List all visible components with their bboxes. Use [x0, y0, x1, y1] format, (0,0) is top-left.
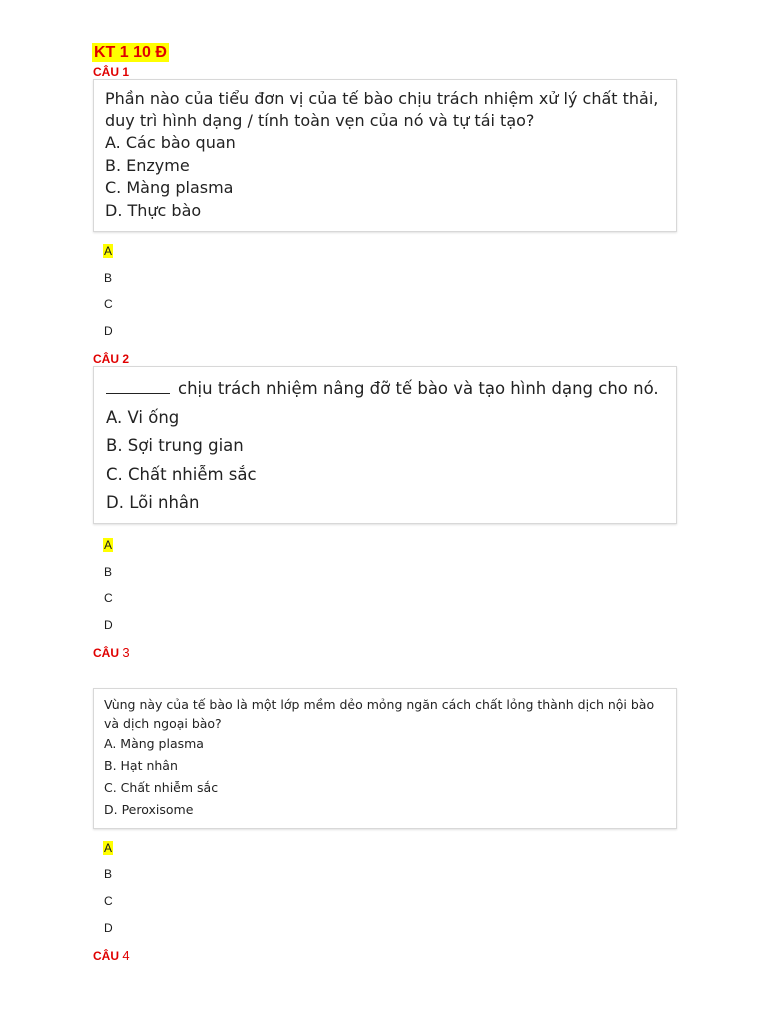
question-2-label: CÂU 2 — [93, 352, 130, 366]
question-3-label: CÂU 3 — [93, 645, 130, 660]
question-1-answer-d[interactable]: D — [104, 324, 113, 338]
question-3-answer-c[interactable]: C — [104, 894, 113, 908]
question-3-box — [93, 688, 677, 829]
question-1-option-c: C. Màng plasma — [105, 178, 234, 197]
question-3-option-c: C. Chất nhiễm sắc — [104, 780, 219, 795]
question-3-answer-a[interactable]: A — [104, 841, 113, 855]
question-2-answer-c[interactable]: C — [104, 591, 113, 605]
quiz-title: KT 1 10 Đ — [94, 44, 167, 61]
question-2-answer-b[interactable]: B — [104, 565, 113, 579]
question-1-option-d: D. Thực bào — [105, 200, 202, 220]
question-1-option-a: A. Các bào quan — [105, 133, 236, 152]
question-3-option-a: A. Màng plasma — [104, 736, 204, 751]
question-3-text: Vùng này của tế bào là một lớp mềm dẻo mỏng ngăn cách chất lỏng thành dịch nội bào và dịch ngoại bào? — [104, 697, 655, 731]
question-1-text: Phần nào của tiểu đơn vị của tế bào chịu trách nhiệm xử lý chất thải, duy trì hình dạng / tính toàn vẹn của nó và tự tái tạo? — [105, 89, 659, 130]
question-1-answer-b[interactable]: B — [104, 271, 113, 285]
question-3-option-d: D. Peroxisome — [104, 802, 194, 817]
question-3-option-b: B. Hạt nhân — [104, 758, 178, 773]
question-2-text: chịu trách nhiệm nâng đỡ tế bào và tạo hình dạng cho nó. — [106, 375, 666, 404]
question-2-box — [93, 366, 677, 524]
question-2-option-d: D. Lõi nhân — [106, 493, 200, 512]
question-2-option-a: A. Vi ống — [106, 407, 180, 427]
question-2-option-c: C. Chất nhiễm sắc — [106, 464, 257, 484]
question-1-label: CÂU 1 — [93, 65, 130, 79]
question-3-answer-d[interactable]: D — [104, 921, 113, 935]
question-1-answer-c[interactable]: C — [104, 297, 113, 311]
fill-in-blank — [106, 379, 170, 394]
question-1-option-b: B. Enzyme — [105, 155, 190, 175]
question-2-answer-d[interactable]: D — [104, 618, 113, 632]
question-2-answer-a[interactable]: A — [104, 538, 113, 552]
question-3-answer-b[interactable]: B — [104, 867, 113, 881]
question-4-label: CÂU 4 — [93, 948, 130, 963]
question-2-option-b: B. Sợi trung gian — [106, 436, 244, 455]
question-1-answer-a[interactable]: A — [104, 244, 113, 258]
question-1-box — [93, 79, 677, 232]
